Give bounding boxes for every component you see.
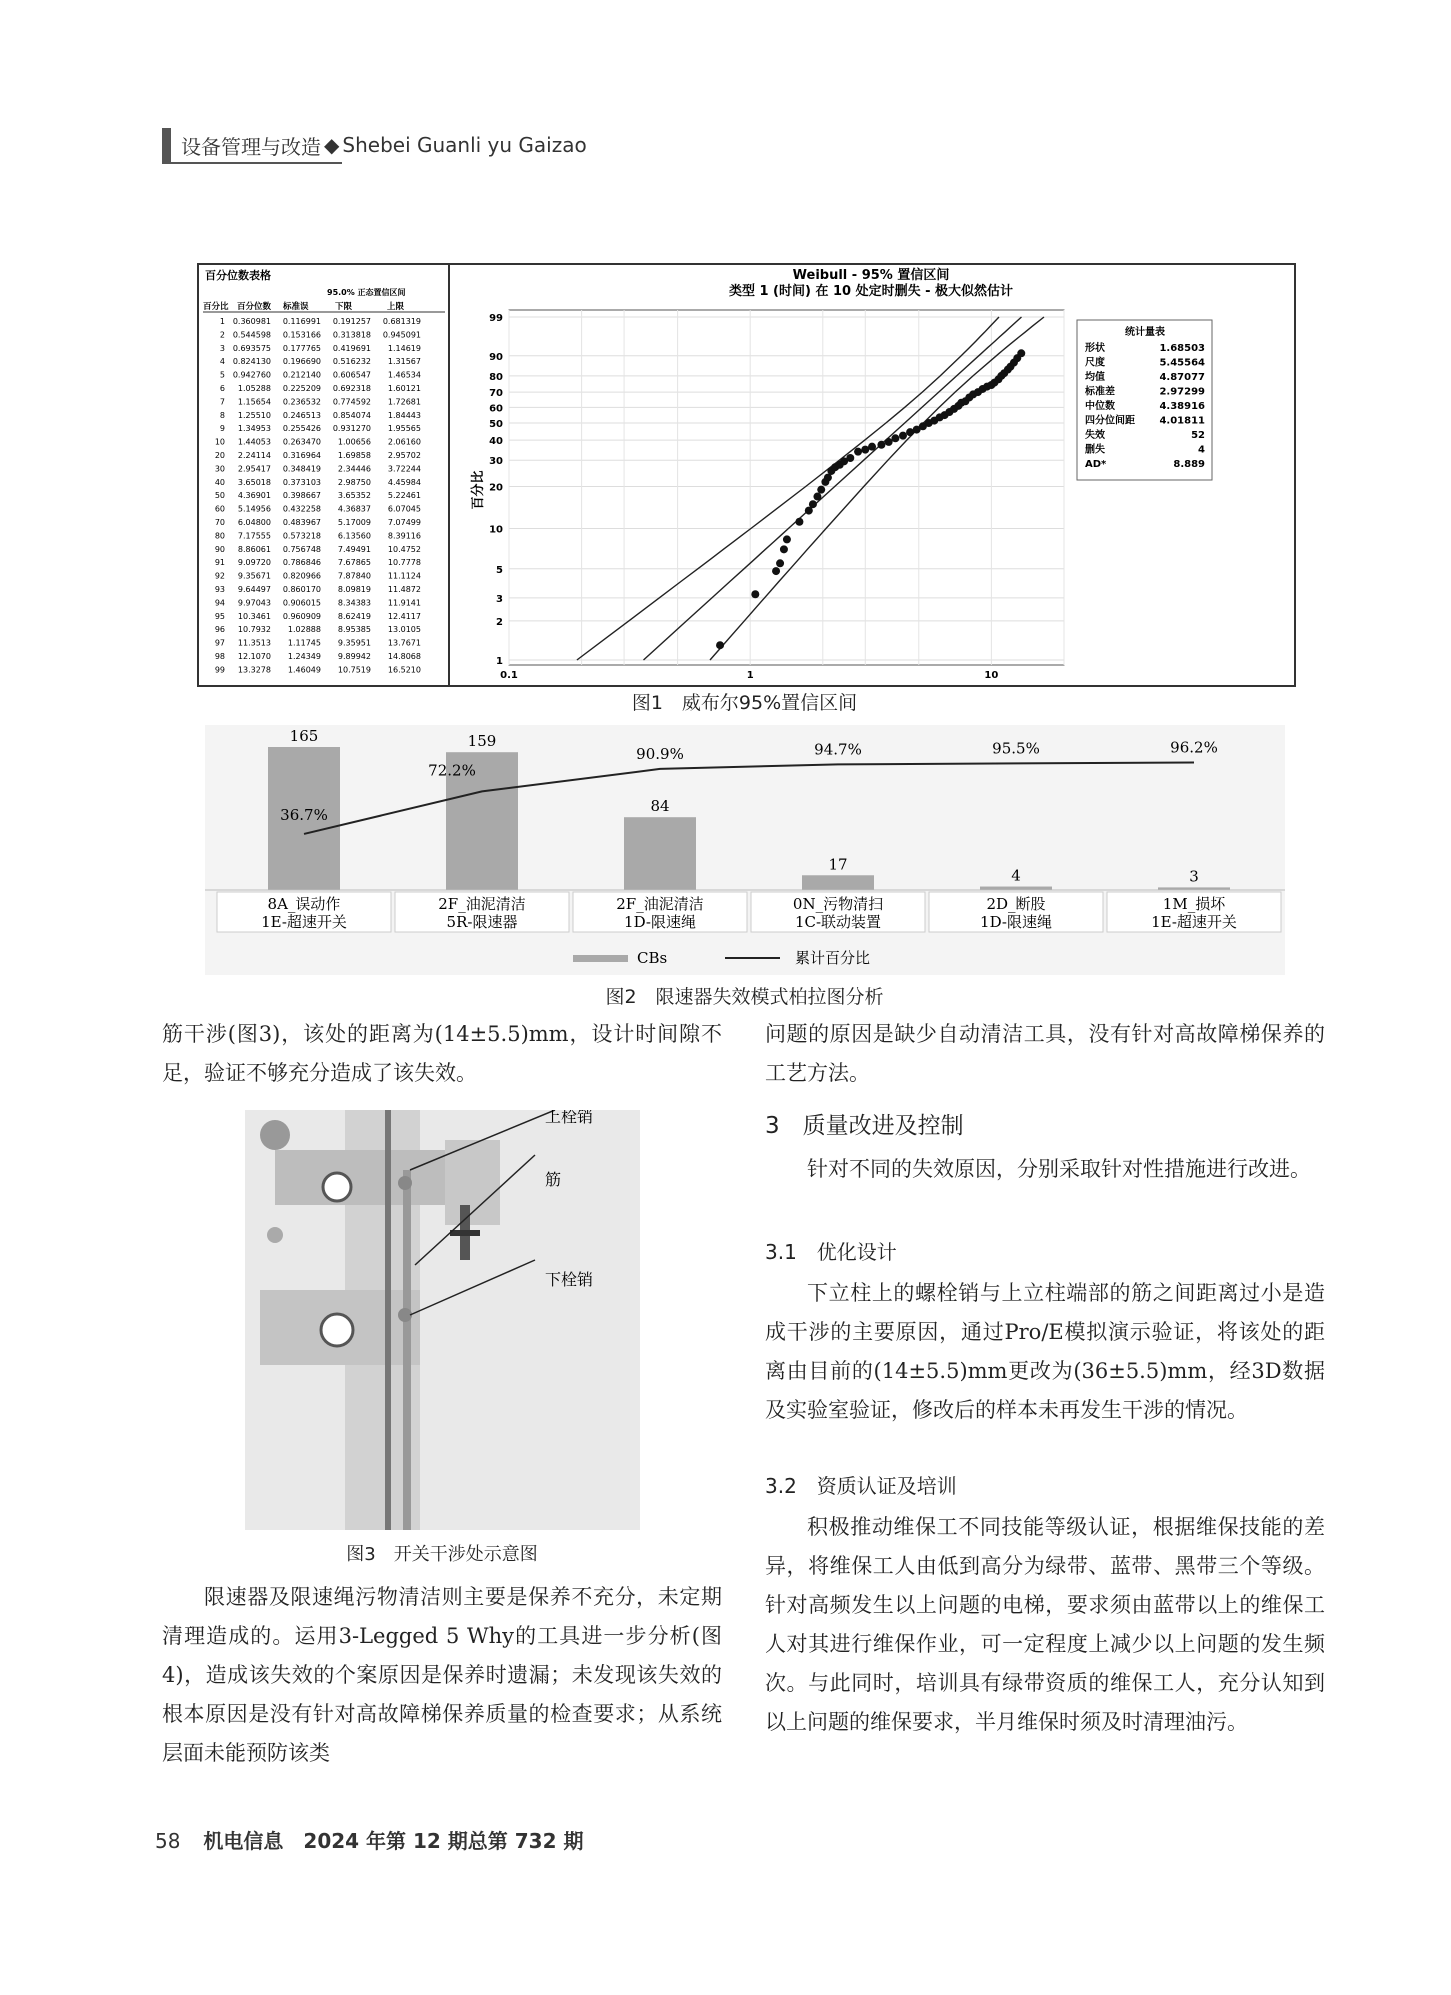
data-point	[899, 432, 907, 440]
table-cell: 40	[214, 477, 225, 487]
table-cell: 94	[214, 598, 225, 608]
left-paragraph-1: 筋干涉(图3)，该处的距离为(14±5.5)mm，设计时间隙不足，验证不够充分造成了该失效。	[162, 1022, 722, 1085]
category-sublabel: 1D-限速绳	[624, 913, 696, 931]
table-cell: 1.25510	[237, 410, 271, 420]
y-tick-label: 50	[489, 419, 503, 431]
figure-3-caption: 图3 开关干涉处示意图	[346, 1544, 538, 1565]
table-cell: 0.313818	[332, 330, 371, 340]
category-sublabel: 1E-超速开关	[1151, 913, 1237, 931]
y-tick-label: 60	[489, 403, 503, 415]
table-cell: 0.225209	[282, 384, 321, 393]
table-cell: 0.756748	[282, 544, 321, 554]
table-cell: 90	[214, 544, 225, 554]
table-cell: 80	[214, 531, 225, 541]
plot-title: Weibull - 95% 置信区间	[792, 268, 950, 283]
table-cell: 3.72244	[387, 464, 421, 474]
table-cell: 0.191257	[332, 317, 371, 326]
table-cell: 8	[219, 410, 225, 420]
table-cell: 70	[214, 518, 225, 527]
table-cell: 0.263470	[282, 437, 321, 447]
table-cell: 0.931270	[332, 424, 371, 434]
table-cell: 1.44053	[237, 437, 271, 447]
table-cell: 30	[214, 464, 225, 474]
stats-title: 统计量表	[1125, 327, 1165, 338]
table-cell: 7.67865	[337, 558, 371, 568]
stats-value: 8.889	[1173, 459, 1205, 470]
table-cell: 60	[214, 504, 225, 514]
data-point	[877, 441, 885, 449]
table-cell: 5.22461	[387, 491, 421, 501]
table-cell: 10.7932	[237, 625, 271, 635]
table-cell: 1	[219, 317, 225, 326]
bar-value-label: 17	[828, 855, 848, 874]
data-point	[780, 545, 788, 553]
stats-label: AD*	[1085, 459, 1107, 470]
table-cell: 2.98750	[337, 477, 371, 487]
figure-1-caption: 图1 威布尔95%置信区间	[631, 692, 858, 714]
table-header-cell: 百分位数	[237, 302, 272, 312]
pareto-bar	[802, 875, 874, 890]
data-point	[751, 590, 759, 598]
cumulative-label: 90.9%	[636, 744, 684, 763]
table-cell: 0.681319	[382, 317, 421, 326]
table-cell: 7.87840	[337, 571, 371, 581]
section-3-2-heading: 3.2 资质认证及培训	[765, 1474, 957, 1498]
category-sublabel: 1C-联动装置	[794, 913, 882, 931]
journal-issue: 机电信息 2024 年第 12 期总第 732 期	[203, 1829, 584, 1853]
table-cell: 6.07045	[387, 504, 421, 514]
stats-label: 标准差	[1085, 386, 1115, 398]
table-header-cell: 上限	[387, 302, 405, 312]
table-cell: 8.95385	[337, 625, 371, 635]
table-cell: 1.46049	[287, 665, 321, 675]
table-header-cell: 标准误	[283, 302, 309, 312]
table-cell: 8.62419	[337, 611, 371, 621]
table-cell: 8.34383	[337, 598, 371, 608]
table-cell: 11.3513	[237, 638, 271, 648]
y-tick-label: 40	[489, 436, 503, 448]
stats-label: 四分位间距	[1085, 415, 1135, 427]
section-3-heading: 3 质量改进及控制	[765, 1113, 964, 1139]
table-cell: 2.95417	[237, 464, 271, 474]
figure-2-pareto	[205, 725, 1285, 975]
y-tick-label: 10	[489, 524, 503, 536]
cumulative-label: 36.7%	[280, 805, 328, 824]
stats-value: 4.38916	[1159, 401, 1205, 412]
header-bar	[162, 128, 171, 162]
table-cell: 1.02888	[287, 625, 321, 635]
table-cell: 8.09819	[337, 585, 371, 594]
cumulative-label: 95.5%	[992, 739, 1040, 758]
pareto-chart	[205, 725, 1285, 975]
table-cell: 0.786846	[282, 558, 321, 568]
stats-value: 2.97299	[1159, 386, 1205, 398]
table-cell: 5	[219, 370, 225, 380]
table-cell: 1.11745	[287, 638, 321, 648]
table-cell: 9.35671	[237, 571, 271, 581]
table-cell: 0.153166	[282, 330, 321, 340]
table-cell: 0.774592	[332, 397, 371, 407]
table-cell: 1.84443	[387, 410, 421, 420]
table-cell: 11.9141	[387, 598, 421, 608]
y-tick-label: 30	[489, 456, 503, 468]
table-cell: 13.3278	[237, 665, 271, 675]
label-upper-pin: 上栓销	[545, 1110, 594, 1126]
data-point	[868, 443, 876, 451]
table-cell: 1.69858	[337, 451, 371, 460]
stats-label: 尺度	[1085, 357, 1105, 369]
table-cell: 0.516232	[332, 357, 371, 367]
table-cell: 0.373103	[282, 477, 321, 487]
header-diamond-icon: ◆	[324, 133, 340, 157]
y-tick-label: 3	[496, 593, 503, 605]
label-lower-pin: 下栓销	[545, 1270, 594, 1289]
table-cell: 2	[219, 330, 225, 340]
table-cell: 16.5210	[387, 665, 421, 675]
legend-bar-label: CBs	[637, 949, 668, 967]
table-cell: 7.07499	[387, 518, 421, 527]
table-cell: 0.116991	[282, 317, 321, 326]
table-cell: 96	[214, 625, 225, 635]
table-ci-label: 95.0% 正态置信区间	[327, 288, 406, 297]
stats-label: 删失	[1085, 444, 1105, 456]
section-3-1-heading: 3.1 优化设计	[765, 1240, 897, 1264]
category-label: 0N_污物清扫	[792, 895, 884, 913]
stats-label: 形状	[1085, 343, 1105, 354]
pareto-bar	[980, 887, 1052, 890]
category-label: 8A_误动作	[267, 895, 341, 913]
bar-value-label: 4	[1011, 866, 1021, 885]
table-cell: 1.95565	[387, 424, 421, 434]
table-cell: 12.1070	[237, 652, 271, 661]
table-cell: 1.72681	[387, 397, 421, 407]
table-cell: 0.196690	[282, 357, 321, 367]
y-axis-label: 百分比	[471, 470, 486, 510]
stats-value: 4	[1198, 444, 1205, 456]
table-cell: 3.65352	[337, 491, 371, 501]
table-cell: 9.09720	[237, 558, 271, 568]
x-tick-label: 10	[984, 670, 999, 681]
table-cell: 0.544598	[232, 330, 271, 340]
bar-value-label: 165	[289, 727, 319, 745]
table-cell: 0.942760	[232, 370, 271, 380]
table-cell: 0.692318	[332, 384, 371, 393]
right-paragraph-2: 针对不同的失效原因，分别采取针对性措施进行改进。	[807, 1157, 1311, 1181]
table-cell: 12.4117	[387, 611, 421, 621]
bar-value-label: 159	[467, 732, 497, 751]
table-cell: 0.316964	[282, 451, 321, 460]
stats-label: 中位数	[1085, 401, 1115, 412]
table-title: 百分位数表格	[205, 269, 271, 282]
table-cell: 99	[214, 665, 225, 675]
table-cell: 5.14956	[237, 504, 271, 514]
table-cell: 1.34953	[237, 424, 271, 434]
stats-value: 5.45564	[1159, 357, 1205, 369]
data-point	[809, 500, 817, 508]
table-cell: 14.8068	[387, 652, 421, 661]
y-tick-label: 80	[489, 371, 503, 383]
y-tick-label: 1	[496, 656, 503, 667]
stats-value: 4.87077	[1159, 372, 1205, 383]
right-paragraph-4: 积极推动维保工不同技能等级认证，根据维保技能的差异，将维保工人由低到高分为绿带、蓝带、黑带三个等级。针对高频发生以上问题的电梯，要求须由蓝带以上的维保工人对其进行维保作业，可一定程度上减少以上问题的发生频次。与此同时，培训具有绿带资质的维保工人，充分认知到以上问题的维保要求，半月维保时须及时清理油污。	[765, 1515, 1325, 1734]
data-point	[885, 438, 893, 446]
stats-value: 4.01811	[1159, 415, 1205, 427]
y-tick-label: 5	[496, 564, 503, 576]
table-cell: 95	[214, 611, 225, 621]
data-point	[813, 493, 821, 501]
table-cell: 0.860170	[282, 585, 321, 594]
stats-label: 失效	[1085, 430, 1105, 441]
category-label: 2D_断股	[986, 895, 1046, 913]
table-cell: 1.46534	[387, 370, 421, 380]
pareto-bar	[624, 817, 696, 890]
table-cell: 0.906015	[282, 598, 321, 608]
table-cell: 2.24114	[237, 451, 271, 460]
table-cell: 4.45984	[387, 477, 421, 487]
table-cell: 98	[214, 652, 225, 661]
right-paragraph-1: 问题的原因是缺少自动清洁工具，没有针对高故障梯保养的工艺方法。	[765, 1022, 1325, 1085]
data-point	[776, 559, 784, 567]
table-cell: 10.7519	[337, 665, 371, 675]
data-point	[1017, 349, 1025, 357]
table-cell: 0.246513	[282, 410, 321, 420]
table-cell: 11.4872	[387, 585, 421, 594]
bar-value-label: 84	[650, 797, 670, 816]
table-cell: 0.177765	[282, 343, 321, 353]
category-label: 1M_损坏	[1162, 895, 1226, 913]
page-number: 58	[155, 1829, 181, 1853]
table-cell: 1.14619	[387, 343, 421, 353]
weibull-figure	[199, 265, 1294, 685]
table-cell: 0.945091	[382, 330, 421, 340]
header-subtitle: Shebei Guanli yu Gaizao	[342, 133, 587, 157]
label-rib: 筋	[545, 1170, 562, 1189]
table-cell: 3.65018	[237, 477, 271, 487]
stats-value: 1.68503	[1159, 343, 1205, 354]
table-cell: 6.04800	[237, 518, 271, 527]
running-header	[162, 128, 587, 162]
x-tick-label: 1	[746, 670, 754, 681]
table-cell: 0.573218	[282, 531, 321, 541]
table-cell: 7.17555	[237, 531, 271, 541]
plot-frame	[509, 310, 1064, 665]
stats-value: 52	[1191, 430, 1205, 441]
table-cell: 0.693575	[232, 343, 271, 353]
table-cell: 0.820966	[282, 571, 321, 581]
table-cell: 5.17009	[337, 518, 371, 527]
table-cell: 0.824130	[232, 357, 271, 367]
data-point	[854, 448, 862, 456]
table-cell: 0.432258	[282, 504, 321, 514]
data-point	[783, 535, 791, 543]
y-tick-label: 2	[496, 616, 503, 628]
cumulative-label: 96.2%	[1170, 738, 1218, 757]
table-cell: 92	[214, 571, 225, 581]
table-cell: 9.35951	[337, 638, 371, 648]
table-cell: 9.97043	[237, 598, 271, 608]
figure-3-drawing	[245, 1110, 640, 1530]
data-point	[891, 434, 899, 442]
table-cell: 13.7671	[387, 638, 421, 648]
category-label: 2F_油泥清洁	[438, 895, 526, 913]
table-cell: 1.15654	[237, 397, 271, 407]
data-point	[846, 454, 854, 462]
table-cell: 0.419691	[332, 343, 371, 353]
table-cell: 0.360981	[232, 317, 271, 326]
table-cell: 91	[214, 558, 225, 568]
table-cell: 1.24349	[287, 652, 321, 661]
table-cell: 10.3461	[237, 611, 271, 621]
table-cell: 4.36901	[237, 491, 271, 501]
stats-label: 均值	[1085, 372, 1105, 383]
table-cell: 0.606547	[332, 370, 371, 380]
category-sublabel: 1D-限速绳	[980, 913, 1052, 931]
table-cell: 0.398667	[282, 491, 321, 501]
cumulative-label: 94.7%	[814, 740, 862, 759]
y-tick-label: 20	[489, 482, 503, 494]
table-cell: 1.05288	[237, 384, 271, 393]
table-cell: 2.34446	[337, 464, 371, 474]
x-tick-label: 0.1	[500, 670, 518, 681]
header-rule	[162, 162, 342, 164]
legend-bar-swatch	[573, 955, 628, 962]
table-cell: 10	[214, 437, 225, 447]
table-cell: 1.31567	[387, 357, 421, 367]
right-paragraph-3: 下立柱上的螺栓销与上立柱端部的筋之间距离过小是造成干涉的主要原因，通过Pro/E模拟演示验证，将该处的距离由目前的(14±5.5)mm更改为(36±5.5)mm，经3D数据及实验室验证，修改后的样本未再发生干涉的情况。	[765, 1281, 1325, 1422]
table-cell: 2.95702	[387, 451, 421, 460]
plot-subtitle: 类型 1 (时间) 在 10 处定时删失 - 极大似然估计	[728, 284, 1014, 299]
header-title: 设备管理与改造	[181, 134, 321, 159]
table-cell: 10.4752	[387, 544, 421, 554]
table-cell: 11.1124	[387, 571, 421, 581]
table-cell: 9.89942	[337, 652, 371, 661]
table-cell: 8.86061	[237, 544, 271, 554]
data-point	[772, 567, 780, 575]
y-tick-label: 70	[489, 388, 503, 400]
y-tick-label: 99	[489, 313, 503, 324]
table-cell: 1.60121	[387, 384, 421, 393]
table-cell: 4.36837	[337, 504, 371, 514]
table-cell: 2.06160	[387, 437, 421, 447]
table-cell: 6.13560	[337, 531, 371, 541]
table-cell: 1.00656	[337, 437, 371, 447]
table-cell: 20	[214, 451, 225, 460]
table-cell: 6	[219, 384, 225, 393]
category-label: 2F_油泥清洁	[616, 895, 704, 913]
data-point	[817, 486, 825, 494]
page-footer	[155, 1825, 583, 1854]
table-cell: 7.49491	[337, 544, 371, 554]
cumulative-label: 72.2%	[428, 761, 476, 780]
data-point	[795, 518, 803, 526]
table-cell: 7	[219, 397, 225, 407]
table-cell: 97	[214, 638, 225, 648]
table-cell: 8.39116	[387, 531, 421, 541]
table-cell: 50	[214, 491, 225, 501]
table-cell: 3	[219, 343, 225, 353]
table-cell: 0.255426	[282, 424, 321, 434]
category-sublabel: 1E-超速开关	[261, 913, 347, 931]
data-point	[716, 641, 724, 649]
table-cell: 9.64497	[237, 585, 271, 594]
category-sublabel: 5R-限速器	[446, 913, 518, 931]
figure-1-weibull	[197, 263, 1296, 687]
figure-2-caption: 图2 限速器失效模式柏拉图分析	[605, 986, 884, 1008]
bar-value-label: 3	[1189, 867, 1199, 886]
table-cell: 0.236532	[282, 397, 321, 407]
table-cell: 0.348419	[282, 464, 321, 474]
table-cell: 0.854074	[332, 410, 371, 420]
table-cell: 4	[219, 357, 225, 367]
table-cell: 9	[219, 424, 225, 434]
table-cell: 0.212140	[282, 370, 321, 380]
legend-line-label: 累计百分比	[795, 949, 871, 967]
table-cell: 93	[214, 585, 225, 594]
table-cell: 0.960909	[282, 611, 321, 621]
y-tick-label: 90	[489, 351, 503, 363]
figure-3-diagram	[245, 1110, 640, 1530]
left-paragraph-2: 限速器及限速绳污物清洁则主要是保养不充分，未定期清理造成的。运用3-Legged 5 Why的工具进一步分析(图4)，造成该失效的个案原因是保养时遗漏；未发现该失效的根本原因是没有针对高故障梯保养质量的检查要求；从系统层面未能预防该类	[162, 1585, 722, 1765]
table-header-cell: 下限	[335, 302, 353, 312]
table-header-cell: 百分比	[203, 302, 229, 312]
table-cell: 0.483967	[282, 518, 321, 527]
table-cell: 13.0105	[387, 625, 421, 635]
table-cell: 10.7778	[387, 558, 421, 568]
